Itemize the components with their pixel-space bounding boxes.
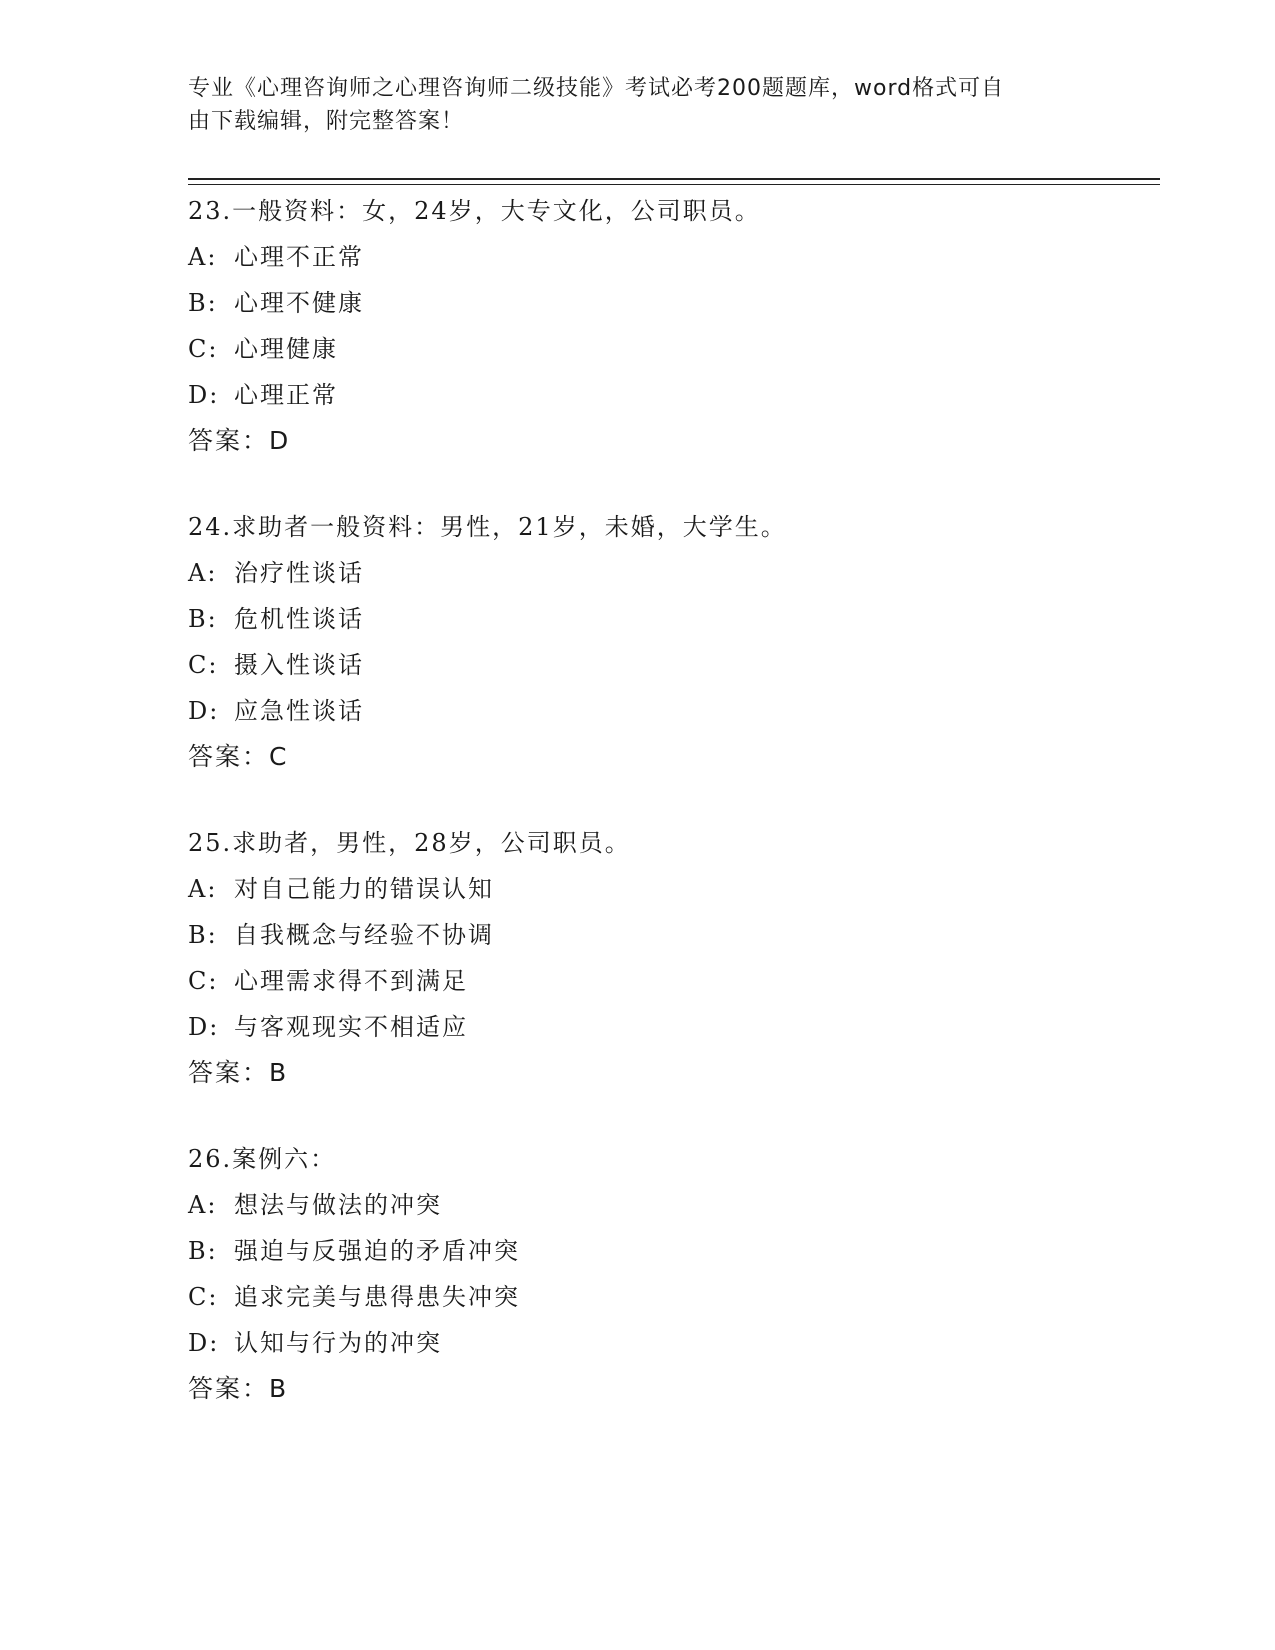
answer-line: 答案：C (188, 742, 289, 771)
option-d (188, 1320, 1160, 1366)
question-stem: 25.求助者，男性，28岁，公司职员。 (188, 829, 631, 857)
option-letter: B: (188, 1237, 218, 1265)
option-text: 心理需求得不到满足 (234, 967, 468, 995)
option-text: 想法与做法的冲突 (234, 1191, 442, 1219)
option-text: 自我概念与经验不协调 (234, 921, 494, 949)
option-d (188, 372, 1160, 418)
option-letter: C: (188, 1283, 219, 1311)
option-letter: D: (188, 1329, 220, 1357)
answer-line: 答案：B (188, 1374, 289, 1403)
option-letter: A: (188, 875, 218, 903)
option-d (188, 688, 1160, 734)
header-divider-thin (188, 184, 1160, 185)
option-c (188, 1274, 1160, 1320)
option-text: 治疗性谈话 (234, 559, 364, 587)
question-list (188, 188, 1160, 1452)
option-letter: C: (188, 651, 219, 679)
option-a (188, 234, 1160, 280)
option-letter: B: (188, 921, 218, 949)
question-stem: 26.案例六： (188, 1145, 337, 1173)
header-line-1: 专业《心理咨询师之心理咨询师二级技能》考试必考200题题库，word格式可自 (188, 76, 1005, 101)
option-a (188, 866, 1160, 912)
option-letter: C: (188, 967, 219, 995)
option-letter: B: (188, 289, 218, 317)
option-d (188, 1004, 1160, 1050)
option-text: 强迫与反强迫的矛盾冲突 (234, 1237, 520, 1265)
option-letter: B: (188, 605, 218, 633)
option-text: 心理不正常 (234, 243, 364, 271)
answer-line: 答案：D (188, 426, 291, 455)
option-c (188, 958, 1160, 1004)
option-letter: D: (188, 697, 220, 725)
option-text: 心理正常 (234, 381, 338, 409)
option-letter: C: (188, 335, 219, 363)
option-c (188, 642, 1160, 688)
option-letter: A: (188, 1191, 218, 1219)
header-divider-thick (188, 178, 1160, 180)
question-24 (188, 504, 1160, 779)
option-letter: A: (188, 559, 218, 587)
option-text: 应急性谈话 (234, 697, 364, 725)
option-text: 与客观现实不相适应 (234, 1013, 468, 1041)
option-text: 对自己能力的错误认知 (234, 875, 494, 903)
option-text: 心理不健康 (234, 289, 364, 317)
question-stem: 24.求助者一般资料：男性，21岁，未婚，大学生。 (188, 513, 787, 541)
question-23 (188, 188, 1160, 463)
option-b (188, 596, 1160, 642)
option-a (188, 1182, 1160, 1228)
option-letter: D: (188, 1013, 220, 1041)
question-stem: 23.一般资料：女，24岁，大专文化，公司职员。 (188, 197, 761, 225)
header-line-2: 由下载编辑，附完整答案！ (188, 109, 465, 134)
option-text: 心理健康 (234, 335, 338, 363)
option-text: 追求完美与患得患失冲突 (234, 1283, 520, 1311)
option-text: 摄入性谈话 (234, 651, 364, 679)
option-c (188, 326, 1160, 372)
option-b (188, 1228, 1160, 1274)
option-letter: A: (188, 243, 218, 271)
option-text: 危机性谈话 (234, 605, 364, 633)
option-b (188, 280, 1160, 326)
option-text: 认知与行为的冲突 (234, 1329, 442, 1357)
document-header (188, 72, 1068, 138)
question-25 (188, 820, 1160, 1095)
question-26 (188, 1136, 1160, 1411)
option-letter: D: (188, 381, 220, 409)
answer-line: 答案：B (188, 1058, 289, 1087)
option-a (188, 550, 1160, 596)
option-b (188, 912, 1160, 958)
